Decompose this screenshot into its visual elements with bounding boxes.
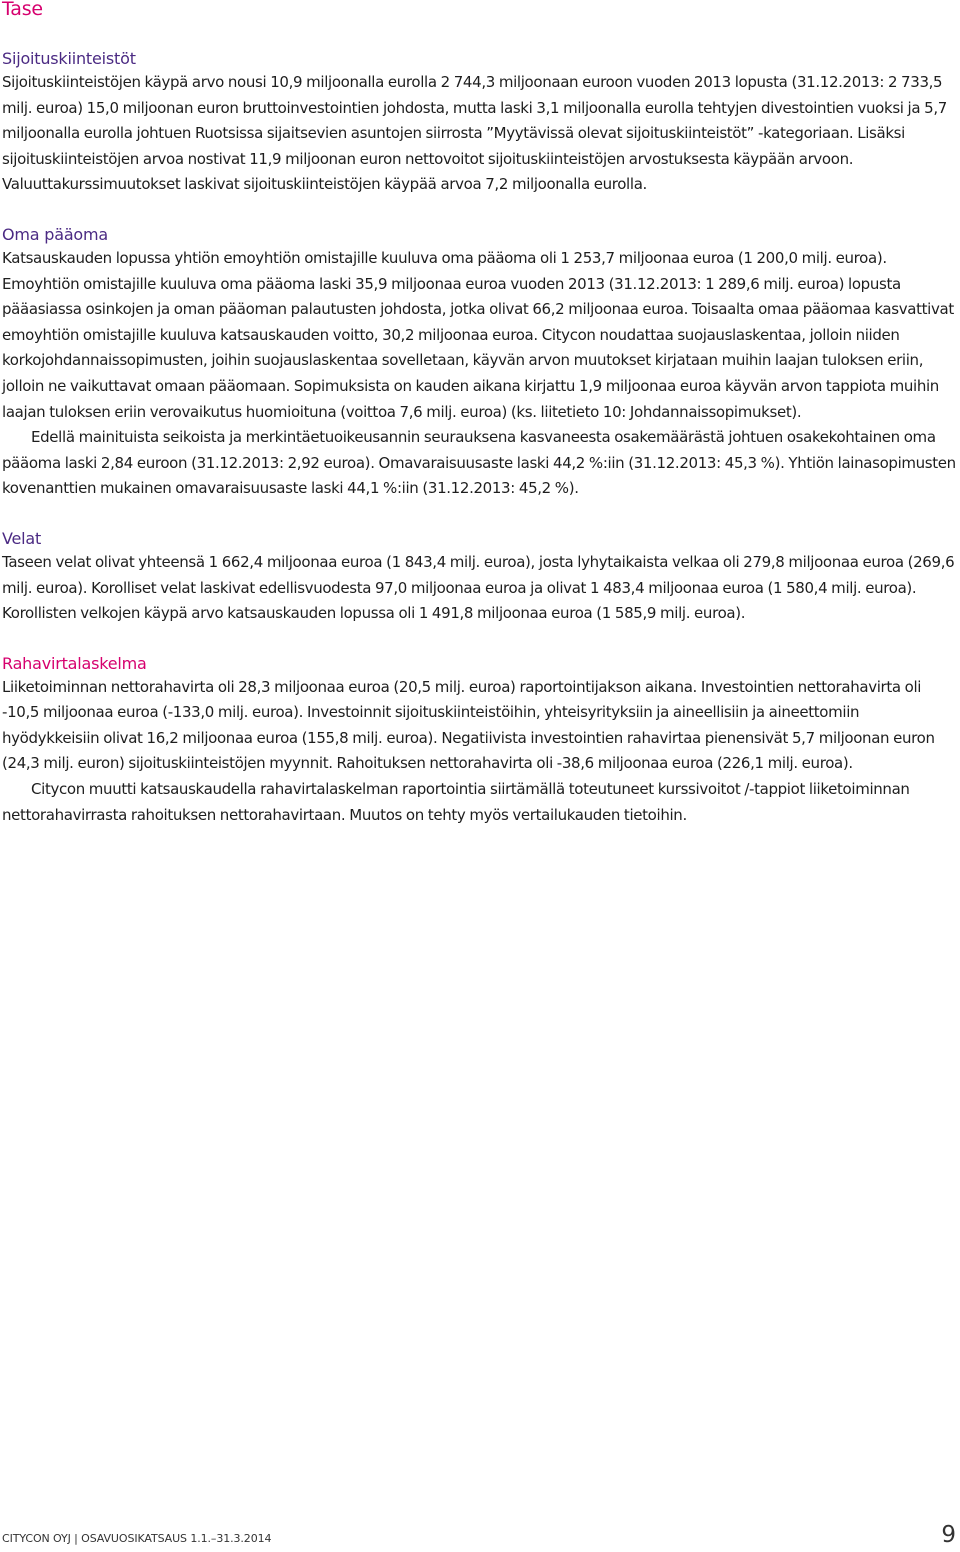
section-heading: Oma pääoma	[2, 224, 109, 244]
section-cash-flow	[2, 653, 956, 829]
paragraph: Edellä mainituista seikoista ja merkintäetuoikeusannin seurauksena kasvaneesta osakemäärästä johtuen osakekohtainen oma pääoma laski 2,84 euroon (31.12.2013: 2,92 euroa). Omavaraisuusaste laski 44,2 %:iin (31.12.2013: 45,3 %). Yhtiön lainasopimusten kovenanttien mukainen omavaraisuusaste laski 44,1 %:iin (31.12.2013: 45,2 %).	[2, 428, 956, 498]
paragraph: Taseen velat olivat yhteensä 1 662,4 miljoonaa euroa (1 843,4 milj. euroa), josta lyhytaikaista velkaa oli 279,8 miljoonaa euroa (269,6 milj. euroa). Korolliset velat laskivat edellisvuodesta 97,0 miljoonaa euroa ja olivat 1 483,4 miljoonaa euroa (1 580,4 milj. euroa). Korollisten velkojen käypä arvo katsauskauden lopussa oli 1 491,8 miljoonaa euroa (1 585,9 milj. euroa).	[2, 552, 955, 623]
section-heading: Velat	[2, 528, 42, 548]
paragraph: Katsauskauden lopussa yhtiön emoyhtiön omistajille kuuluva oma pääoma oli 1 253,7 miljoonaa euroa (1 200,0 milj. euroa). Emoyhtiön omistajille kuuluva oma pääoma laski 35,9 miljoonaa euroa vuoden 2013 (31.12.2013: 1 289,6 milj. euroa) lopusta pääasiassa osinkojen ja oman pääoman palautusten johdosta, jotka olivat 66,2 miljoonaa euroa. Toisaalta omaa pääomaa kasvattivat emoyhtiön omistajille kuuluva katsauskauden voitto, 30,2 miljoonaa euroa. Citycon noudattaa suojauslaskentaa, jolloin niiden korkojohdannaissopimusten, joihin suojauslaskentaa sovelletaan, käyvän arvon muutokset kirjataan muihin laajan tuloksen eriin, jolloin ne vaikuttavat omaan pääomaan. Sopimuksista on kauden aikana kirjattu 1,9 miljoonaa euroa käyvän arvon tappiota muihin laajan tuloksen eriin verovaikutus huomioituna (voittoa 7,6 milj. euroa) (ks. liitetieto 10: Johdannaissopimukset).	[2, 248, 954, 421]
page-footer	[0, 1522, 956, 1552]
paragraph: Liiketoiminnan nettorahavirta oli 28,3 miljoonaa euroa (20,5 milj. euroa) raportointijakson aikana. Investointien nettorahavirta oli -10,5 miljoonaa euroa (-133,0 milj. euroa). Investoinnit sijoituskiinteistöihin, yhteisyrityksiin ja aineellisiin ja aineettomiin hyödykkeisiin olivat 16,2 miljoonaa euroa (155,8 milj. euroa). Negatiivista investointien rahavirtaa pienensivät 5,7 miljoonan euron (24,3 milj. euron) sijoituskiinteistöjen myynnit. Rahoituksen nettorahavirta oli -38,6 miljoonaa euroa (226,1 milj. euroa).	[2, 677, 935, 773]
paragraph: Sijoituskiinteistöjen käypä arvo nousi 10,9 miljoonalla eurolla 2 744,3 miljoonaan euroon vuoden 2013 lopusta (31.12.2013: 2 733,5 milj. euroa) 15,0 miljoonan euron bruttoinvestointien johdosta, mutta laski 3,1 miljoonalla eurolla tehtyjen divestointien vuoksi ja 5,7 miljoonalla eurolla johtuen Ruotsissa sijaitsevien asuntojen siirrosta ”Myytävissä olevat sijoituskiinteistöt” -kategoriaan. Lisäksi sijoituskiinteistöjen arvoa nostivat 11,9 miljoonan euron nettovoitot sijoituskiinteistöjen arvostuksesta käypään arvoon. Valuuttakurssimuutokset laskivat sijoituskiinteistöjen käypää arvoa 7,2 miljoonalla eurolla.	[2, 73, 947, 194]
footer-text: CITYCON OYJ | OSAVUOSIKATSAUS 1.1.–31.3.2014	[2, 1532, 272, 1545]
paragraph: Citycon muutti katsauskaudella rahavirtalaskelman raportointia siirtämällä toteutuneet kurssivoitot /-tappiot liiketoiminnan nettorahavirrasta rahoituksen nettorahavirtaan. Muutos on tehty myös vertailukauden tietoihin.	[2, 780, 910, 824]
section-heading: Rahavirtalaskelma	[2, 653, 147, 673]
section-investment-properties	[2, 48, 956, 198]
page-number: 9	[941, 1522, 956, 1548]
section-heading: Sijoituskiinteistöt	[2, 49, 136, 68]
page-title: Tase	[2, 0, 43, 20]
section-equity	[2, 224, 956, 502]
document-body	[2, 48, 956, 854]
section-liabilities	[2, 528, 956, 627]
